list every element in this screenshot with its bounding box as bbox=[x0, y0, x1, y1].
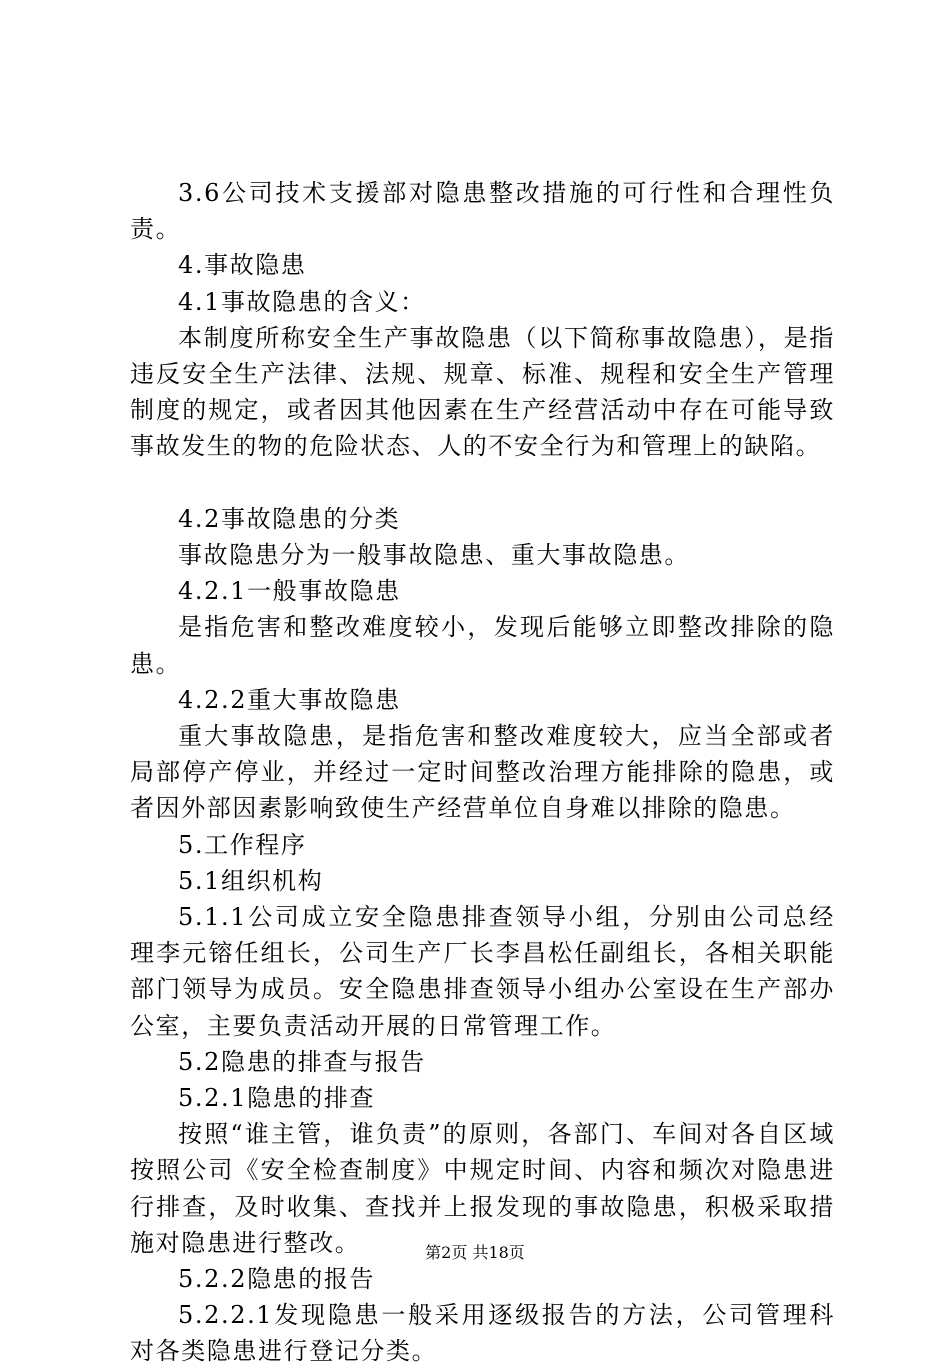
page-footer bbox=[0, 1240, 950, 1263]
paragraph-5-1-1: 5.1.1公司成立安全隐患排查领导小组，分别由公司总经理李元镕任组长，公司生产厂长李昌松任副组长，各相关职能部门领导为成员。安全隐患排查领导小组办公室设在生产部办公室，主要负责活动开展的日常管理工作。 bbox=[130, 903, 835, 1040]
paragraph-5-2-1: 按照“谁主管，谁负责”的原则，各部门、车间对各自区域按照公司《安全检查制度》中规定时间、内容和频次对隐患进行排查，及时收集、查找并上报发现的事故隐患，积极采取措施对隐患进行整改。 bbox=[130, 1120, 835, 1257]
heading-4-1: 4.1事故隐患的含义： bbox=[178, 287, 426, 316]
heading-5-1: 5.1组织机构 bbox=[178, 866, 324, 895]
paragraph-4-2-1: 是指危害和整改难度较小，发现后能够立即整改排除的隐患。 bbox=[130, 613, 835, 678]
blank-line bbox=[130, 465, 835, 501]
paragraph-5-2-2-1: 5.2.2.1发现隐患一般采用逐级报告的方法，公司管理科对各类隐患进行登记分类。 bbox=[130, 1301, 835, 1366]
heading-4-2-1: 4.2.1一般事故隐患 bbox=[178, 577, 401, 606]
heading-4-2: 4.2事故隐患的分类 bbox=[178, 504, 401, 533]
paragraph-4-2: 事故隐患分为一般事故隐患、重大事故隐患。 bbox=[178, 541, 690, 570]
page-number-label: 第2页 共18页 bbox=[425, 1243, 525, 1262]
document-body bbox=[130, 175, 835, 1370]
paragraph-4-1-definition: 本制度所称安全生产事故隐患（以下简称事故隐患），是指违反安全生产法律、法规、规章、标准、规程和安全生产管理制度的规定，或者因其他因素在生产经营活动中存在可能导致事故发生的物的危险状态、人的不安全行为和管理上的缺陷。 bbox=[130, 323, 835, 461]
heading-5-2-2: 5.2.2隐患的报告 bbox=[178, 1265, 376, 1294]
heading-5-2-1: 5.2.1隐患的排查 bbox=[178, 1084, 376, 1113]
heading-5-2: 5.2隐患的排查与报告 bbox=[178, 1047, 426, 1076]
heading-4-2-2: 4.2.2重大事故隐患 bbox=[178, 685, 401, 714]
paragraph-4-2-2: 重大事故隐患，是指危害和整改难度较大，应当全部或者局部停产停业，并经过一定时间整改治理方能排除的隐患，或者因外部因素影响致使生产经营单位自身难以排除的隐患。 bbox=[130, 722, 835, 823]
heading-4: 4.事故隐患 bbox=[178, 251, 307, 280]
heading-5: 5.工作程序 bbox=[178, 830, 307, 859]
paragraph-3-6: 3.6公司技术支援部对隐患整改措施的可行性和合理性负责。 bbox=[130, 179, 835, 244]
